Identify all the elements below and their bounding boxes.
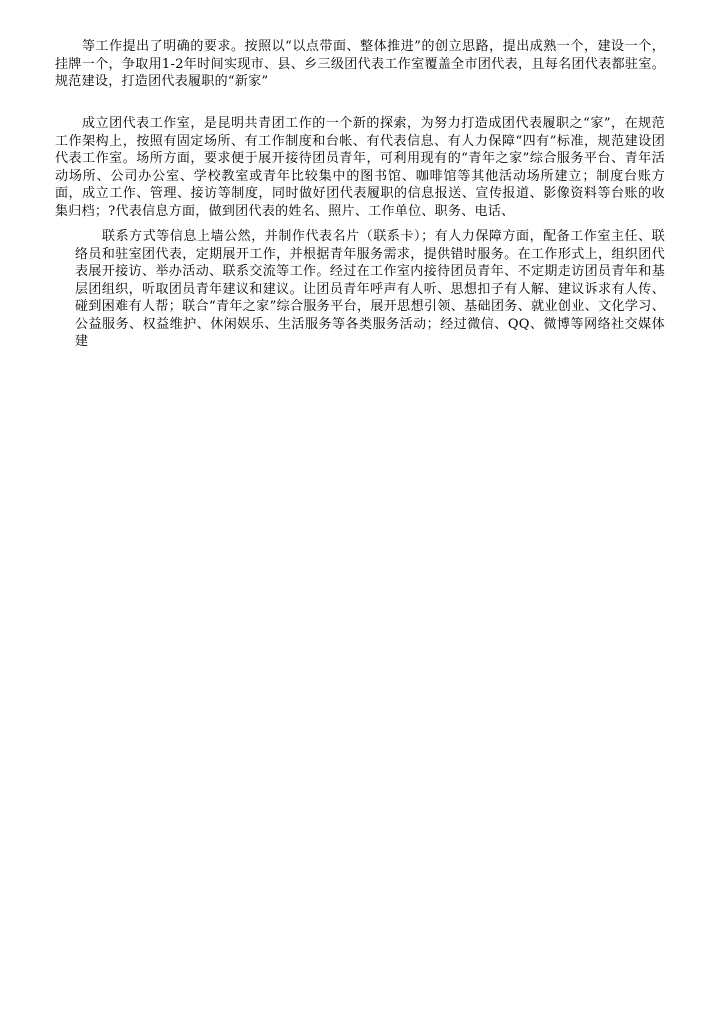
paragraph-1: 等工作提出了明确的要求。按照以“以点带面、整体推进”的创立思路，提出成熟一个，建设一个，挂牌一个，争取用1-2年时间实现市、县、乡三级团代表工作室覆盖全市团代表，且每名团代表都驻室。规范建设，打造团代表履职的“新家” (55, 39, 665, 89)
paragraph-2: 成立团代表工作室，是昆明共青团工作的一个新的探索，为努力打造成团代表履职之“家”，在规范工作架构上，按照有固定场所、有工作制度和台帐、有代表信息、有人力保障“四有”标准，规范建设团代表工作室。场所方面，要求便于展开接待团员青年，可利用现有的“青年之家”综合服务平台、青年活动场所、公司办公室、学校教室或青年比较集中的图书馆、咖啡馆等其他活动场所建立；制度台账方面，成立工作、管理、接访等制度，同时做好团代表履职的信息报送、宣传报道、影像资料等台账的收集归档；?代表信息方面，做到团代表的姓名、照片、工作单位、职务、电话、 (55, 116, 665, 219)
paragraph-3: 联系方式等信息上墙公然，并制作代表名片（联系卡）；有人力保障方面，配备工作室主任、联络员和驻室团代表，定期展开工作，并根据青年服务需求，提供错时服务。在工作形式上，组织团代表展开接访、举办活动、联系交流等工作。经过在工作室内接待团员青年、不定期走访团员青年和基层团组织，听取团员青年建议和建议。让团员青年呼声有人听、思想扣子有人解、建议诉求有人传、碰到困难有人帮；联合“青年之家”综合服务平台，展开思想引领、基础团务、就业创业、文化学习、公益服务、权益维护、休闲娱乐、生活服务等各类服务活动；经过微信、QQ、微博等网络社交媒体建 (75, 229, 665, 349)
